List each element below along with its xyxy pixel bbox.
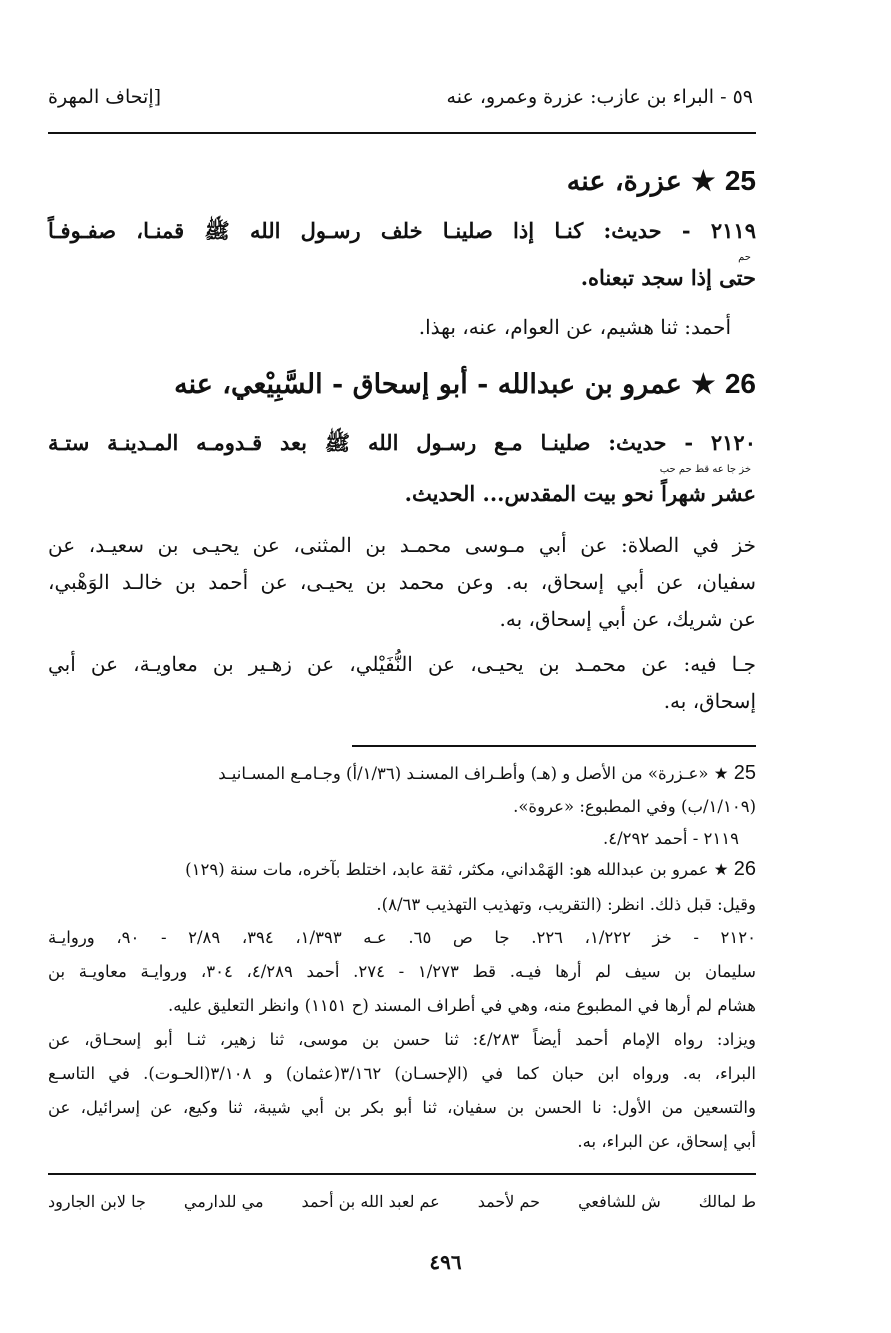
footnote-2119: ٢١١٩ - أحمد ٤/٢٩٢. — [602, 829, 739, 848]
section-26-heading — [174, 368, 756, 400]
hadith-2119-line2: حتى إذا سجد تبعناه. — [580, 265, 756, 290]
star-icon: ★ — [691, 369, 716, 400]
footnote-text: ★ «عـزرة» من الأصل و (هـ) وأطـراف المسنـد (١/٣٦/أ) وجـامـع المسـانيـد — [218, 764, 729, 783]
yuzad-line4: أبي إسحاق، عن البراء، به. — [577, 1132, 756, 1151]
abbreviations-rule — [48, 1173, 756, 1175]
hadith-2120-source-marks: خز جا عه قط حم حب — [659, 464, 751, 475]
abbreviations-key — [48, 1192, 756, 1211]
section-number: 26 — [724, 368, 756, 399]
abbreviation-item: عم لعبد الله بن أحمد — [301, 1192, 440, 1211]
section-number: 25 — [724, 165, 756, 196]
footnote-2120-line2: سليمان بن سيف لم أرها فيـه. قط ١/٢٧٣ - ٢٧٤. أحمد ٤/٢٨٩، ٣٠٤، وروايـة معاويـة بن — [48, 962, 756, 981]
page-number: ٤٩٦ — [429, 1250, 462, 1274]
yuzad-line2: البراء، به. ورواه ابن حبان كما في (الإحسـان) ٣/١٦٢(عثمان) و ٣/١٠٨(الحـوت). في التاسـع — [48, 1064, 756, 1083]
footnote-rule — [352, 745, 756, 747]
footnote-number: 25 — [733, 762, 756, 784]
hadith-2119-source-marks: حم — [738, 252, 751, 263]
header-rule — [48, 132, 756, 134]
ja-line1: جـا فيه: عن محمـد بن يحيـى، عن النُّفَيْلي، عن زهـير بن معاويـة، عن أبي — [48, 652, 756, 676]
footnote-text: ★ عمرو بن عبدالله هو: الهَمْداني، مكثر، ثقة عابد، اختلط بآخره، مات سنة (١٢٩) — [185, 860, 729, 879]
footnote-25-line2: (١/١٠٩/ب) وفي المطبوع: «عروة». — [513, 797, 756, 816]
hadith-2120-line1: ٢١٢٠ - حديث: صلينـا مـع رسـول الله ﷺ بعد قـدومـه المـدينـة ستـة — [48, 430, 756, 455]
khuz-line3: عن شريك، عن أبي إسحاق، به. — [499, 607, 756, 631]
star-icon: ★ — [691, 166, 716, 197]
footnote-number: 26 — [733, 858, 756, 880]
khuz-line1: خز في الصلاة: عن أبي مـوسى محمـد بن المثنى، عن يحيـى بن سعيـد، عن — [48, 533, 756, 557]
yuzad-line1: ويزاد: رواه الإمام أحمد أيضاً ٤/٢٨٣: ثنا حسن بن موسى، ثنا زهير، ثنـا أبو إسحـاق، عن — [48, 1030, 756, 1049]
section-25-heading — [567, 165, 756, 197]
footnote-26-line1 — [48, 858, 756, 881]
yuzad-line3: والتسعين من الأول: نا الحسن بن سفيان، ثنا أبو بكر بن أبي شيبة، ثنا وكيع، عن إسرائيل، عن — [48, 1098, 756, 1117]
ja-line2: إسحاق، به. — [663, 689, 756, 713]
abbreviation-item: ش للشافعي — [578, 1192, 661, 1211]
footnote-25-line1 — [48, 762, 756, 785]
section-title: عزرة، عنه — [566, 166, 682, 197]
section-title: عمرو بن عبدالله - أبو إسحاق - السَّبِيْعي، عنه — [174, 369, 682, 400]
footnote-2120-line1: ٢١٢٠ - خز ١/٢٢٢، ٢٢٦. جا ص ٦٥. عـه ١/٣٩٣، ٣٩٤، ٢/٨٩ - ٩٠، وروايـة — [48, 928, 756, 947]
footnote-2120-line3: هشام لم أرها في المطبوع منه، وهي في أطراف المسند (ح ١١٥١) وانظر التعليق عليه. — [167, 996, 756, 1015]
abbreviation-item: مي للدارمي — [183, 1192, 264, 1211]
running-header-title: ٥٩ - البراء بن عازب: عزرة وعمرو، عنه — [446, 86, 753, 108]
khuz-line2: سفيان، عن أبي إسحاق، به. وعن محمد بن يحيـى، عن أحمد بن خالـد الوَهْبي، — [48, 570, 756, 594]
hadith-2119-line1: ٢١١٩ - حديث: كنـا إذا صلينـا خلف رسـول الله ﷺ قمنـا، صفـوفـاً — [48, 218, 756, 243]
ahmad-isnad: أحمد: ثنا هشيم، عن العوام، عنه، بهذا. — [418, 315, 731, 339]
abbreviation-item: ط لمالك — [698, 1192, 756, 1211]
running-header-book: [إتحاف المهرة — [48, 86, 162, 108]
abbreviation-item: حم لأحمد — [477, 1192, 541, 1211]
footnote-26-line2: وقيل: قبل ذلك. انظر: (التقريب، وتهذيب التهذيب ٨/٦٣). — [376, 895, 756, 914]
hadith-2120-line2: عشر شهراً نحو بيت المقدس... الحديث. — [404, 481, 756, 506]
abbreviation-item: جا لابن الجارود — [48, 1192, 146, 1211]
